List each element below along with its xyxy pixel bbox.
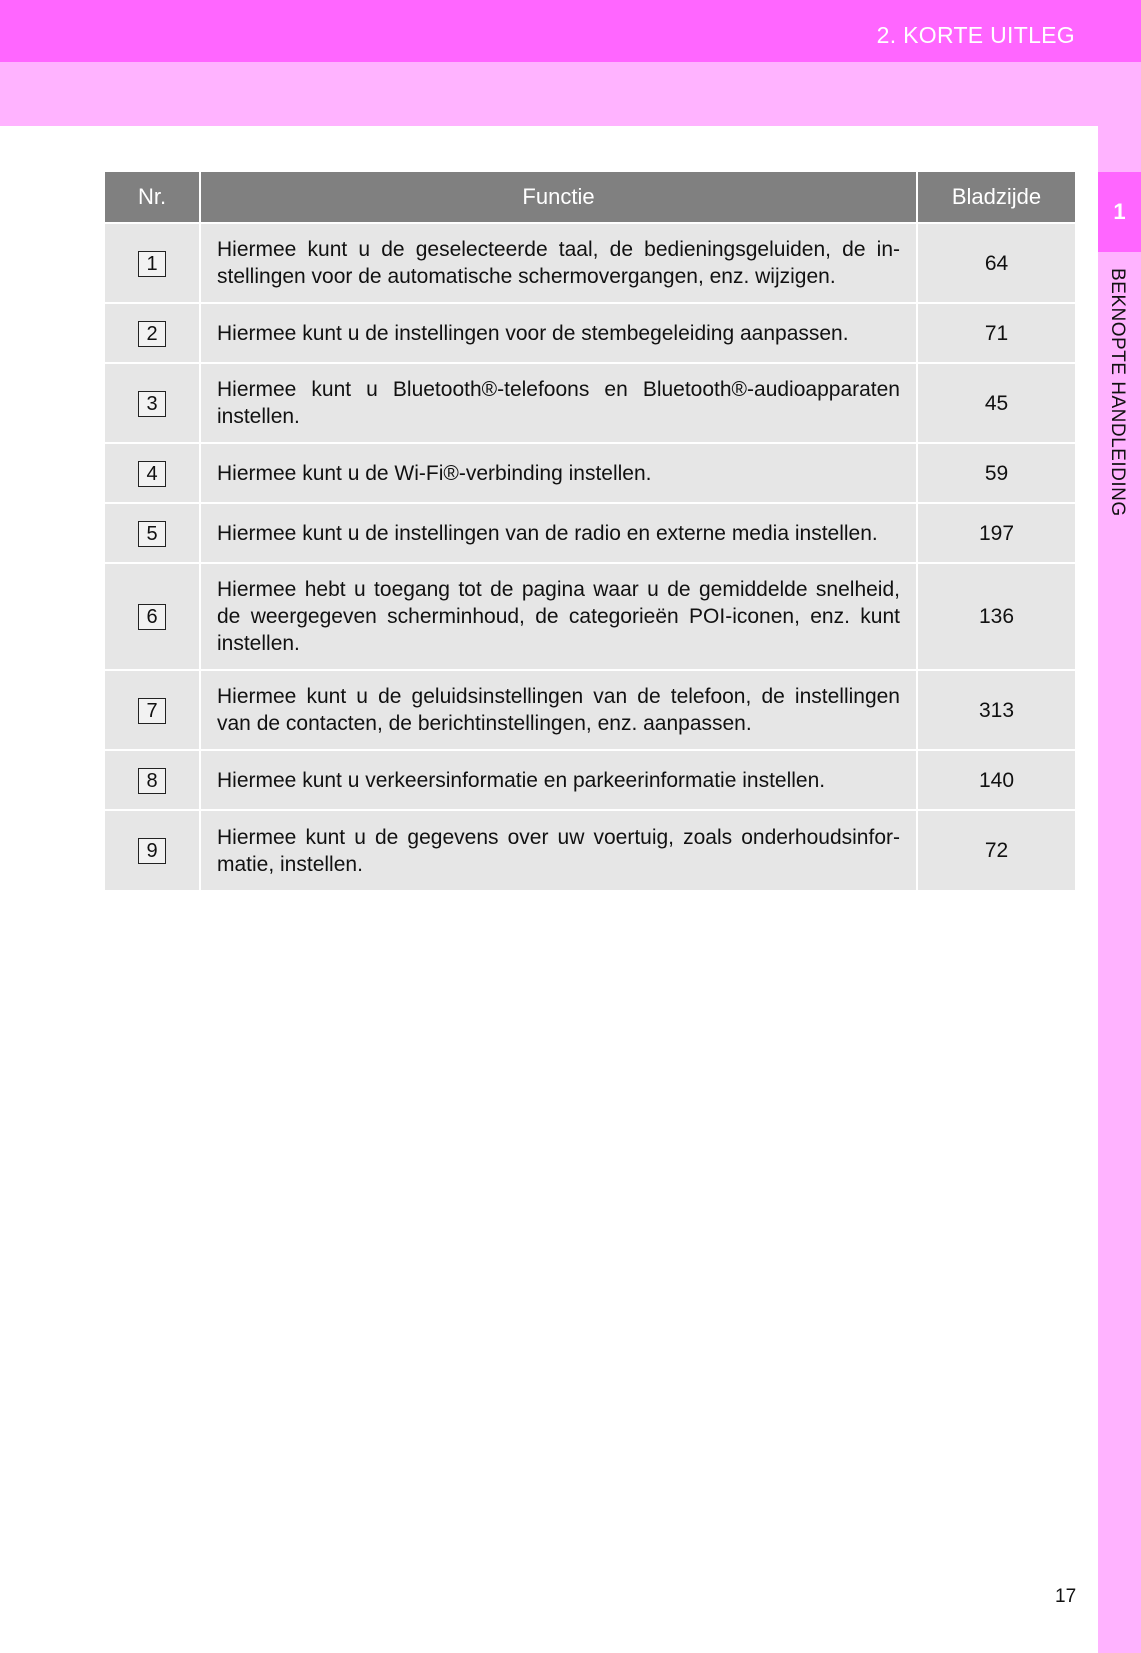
function-table — [105, 172, 1075, 890]
header-function: Functie — [200, 172, 917, 223]
table-row — [105, 810, 1075, 890]
table-row — [105, 503, 1075, 563]
row-page-ref[interactable]: 140 — [917, 750, 1075, 810]
row-number-box: 4 — [138, 461, 166, 487]
row-number-cell — [105, 443, 200, 503]
table-row — [105, 750, 1075, 810]
row-function: Hiermee kunt u verkeersinformatie en parkeerinformatie instellen. — [200, 750, 917, 810]
table-row — [105, 303, 1075, 363]
row-page-ref[interactable]: 64 — [917, 223, 1075, 303]
row-function: Hiermee kunt u de instellingen van de radio en externe media instellen. — [200, 503, 917, 563]
row-page-ref[interactable]: 71 — [917, 303, 1075, 363]
row-number-box: 3 — [138, 391, 166, 417]
table-row — [105, 563, 1075, 670]
row-number-box: 6 — [138, 604, 166, 630]
row-function: Hiermee kunt u de instellingen voor de stembegeleiding aanpassen. — [200, 303, 917, 363]
row-function: Hiermee kunt u de geselecteerde taal, de bedieningsgeluiden, de in-stellingen voor de automatische schermovergangen, enz. wijzigen. — [200, 223, 917, 303]
table-row — [105, 363, 1075, 443]
header-sub-band — [0, 62, 1141, 126]
table-row — [105, 443, 1075, 503]
row-number-cell — [105, 223, 200, 303]
row-function: Hiermee kunt u de gegevens over uw voertuig, zoals onderhoudsinfor-matie, instellen. — [200, 810, 917, 890]
chapter-label: BEKNOPTE HANDLEIDING — [1107, 268, 1128, 517]
page-number: 17 — [1055, 1586, 1077, 1607]
row-page-ref[interactable]: 136 — [917, 563, 1075, 670]
row-function: Hiermee kunt u de Wi-Fi®-verbinding instellen. — [200, 443, 917, 503]
row-number-box: 8 — [138, 768, 166, 794]
table-header-row — [105, 172, 1075, 223]
row-number-box: 7 — [138, 698, 166, 724]
row-number-box: 5 — [138, 521, 166, 547]
row-page-ref[interactable]: 313 — [917, 670, 1075, 750]
section-title: 2. KORTE UITLEG — [876, 22, 1075, 48]
header-nr: Nr. — [105, 172, 200, 223]
row-number-cell — [105, 810, 200, 890]
row-page-ref[interactable]: 197 — [917, 503, 1075, 563]
chapter-number: 1 — [1113, 199, 1126, 224]
row-number-cell — [105, 303, 200, 363]
row-number-cell — [105, 670, 200, 750]
row-number-cell — [105, 563, 200, 670]
row-page-ref[interactable]: 45 — [917, 363, 1075, 443]
row-function: Hiermee hebt u toegang tot de pagina waar u de gemiddelde snelheid, de weergegeven scherminhoud, de categorieën POI-iconen, enz. kunt instellen. — [200, 563, 917, 670]
row-function: Hiermee kunt u Bluetooth®-telefoons en Bluetooth®-audioapparaten instellen. — [200, 363, 917, 443]
row-number-box: 9 — [138, 838, 166, 864]
row-number-box: 1 — [138, 251, 166, 277]
row-number-cell — [105, 503, 200, 563]
chapter-tab[interactable] — [1098, 172, 1141, 252]
row-number-cell — [105, 363, 200, 443]
header-page: Bladzijde — [917, 172, 1075, 223]
table-row — [105, 670, 1075, 750]
table-row — [105, 223, 1075, 303]
row-page-ref[interactable]: 72 — [917, 810, 1075, 890]
row-number-cell — [105, 750, 200, 810]
row-number-box: 2 — [138, 321, 166, 347]
row-page-ref[interactable]: 59 — [917, 443, 1075, 503]
row-function: Hiermee kunt u de geluidsinstellingen van de telefoon, de instellingen van de contacten, de berichtinstellingen, enz. aanpassen. — [200, 670, 917, 750]
